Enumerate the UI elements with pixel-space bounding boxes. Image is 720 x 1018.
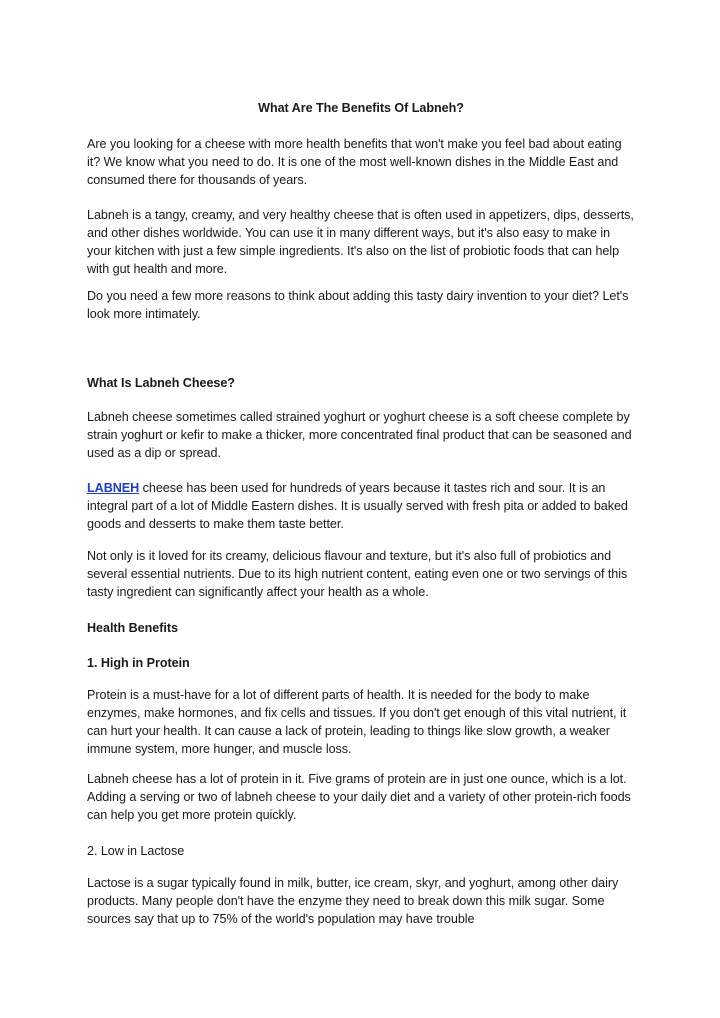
what-is-paragraph-2 bbox=[87, 479, 635, 533]
intro-paragraph-2: Labneh is a tangy, creamy, and very healthy cheese that is often used in appetizers, dips, desserts, and other dishes worldwide. You can use it in many different ways, but it's also easy to make in your kitchen with just a few simple ingredients. It's also on the list of probiotic foods that can help with gut health and more. bbox=[87, 208, 634, 276]
what-is-paragraph-1: Labneh cheese sometimes called strained yoghurt or yoghurt cheese is a soft cheese complete by strain yoghurt or kefir to make a thicker, more concentrated final product that can be seasoned and used as a dip or spread. bbox=[87, 410, 632, 460]
what-is-paragraph-3: Not only is it loved for its creamy, delicious flavour and texture, but it's also full of probiotics and several essential nutrients. Due to its high nutrient content, eating even one or two servings of this tasty ingredient can significantly affect your health as a whole. bbox=[87, 549, 628, 599]
subheading-high-in-protein: 1. High in Protein bbox=[87, 656, 190, 670]
lactose-paragraph-1: Lactose is a sugar typically found in milk, butter, ice cream, skyr, and yoghurt, among other dairy products. Many people don't have the enzyme they need to break down this milk sugar. Some sources say that up to 75% of the world's population may have trouble bbox=[87, 876, 619, 926]
section-heading-what-is: What Is Labneh Cheese? bbox=[87, 376, 235, 390]
labneh-link[interactable]: LABNEH bbox=[87, 481, 140, 495]
protein-paragraph-1: Protein is a must-have for a lot of different parts of health. It is needed for the body to make enzymes, make hormones, and fix cells and tissues. If you don't get enough of this vital nutrient, it can hurt your health. It can cause a lack of protein, leading to things like slow growth, a weaker immune system, more hunger, and muscle loss. bbox=[87, 688, 627, 756]
section-heading-health-benefits: Health Benefits bbox=[87, 621, 178, 635]
subheading-low-in-lactose: 2. Low in Lactose bbox=[87, 844, 185, 858]
document-title: What Are The Benefits Of Labneh? bbox=[258, 101, 464, 115]
protein-paragraph-2: Labneh cheese has a lot of protein in it. Five grams of protein are in just one ounce, which is a lot. Adding a serving or two of labneh cheese to your daily diet and a variety of other protein-rich foods can help you get more protein quickly. bbox=[87, 772, 631, 822]
intro-paragraph-3: Do you need a few more reasons to think about adding this tasty dairy invention to your diet? Let's look more intimately. bbox=[87, 289, 629, 321]
intro-paragraph-1: Are you looking for a cheese with more health benefits that won't make you feel bad about eating it? We know what you need to do. It is one of the most well-known dishes in the Middle East and consumed there for thousands of years. bbox=[87, 137, 622, 187]
what-is-paragraph-2-text: cheese has been used for hundreds of years because it tastes rich and sour. It is an integral part of a lot of Middle Eastern dishes. It is usually served with fresh pita or added to baked goods and desserts to make them taste better. bbox=[87, 481, 628, 531]
